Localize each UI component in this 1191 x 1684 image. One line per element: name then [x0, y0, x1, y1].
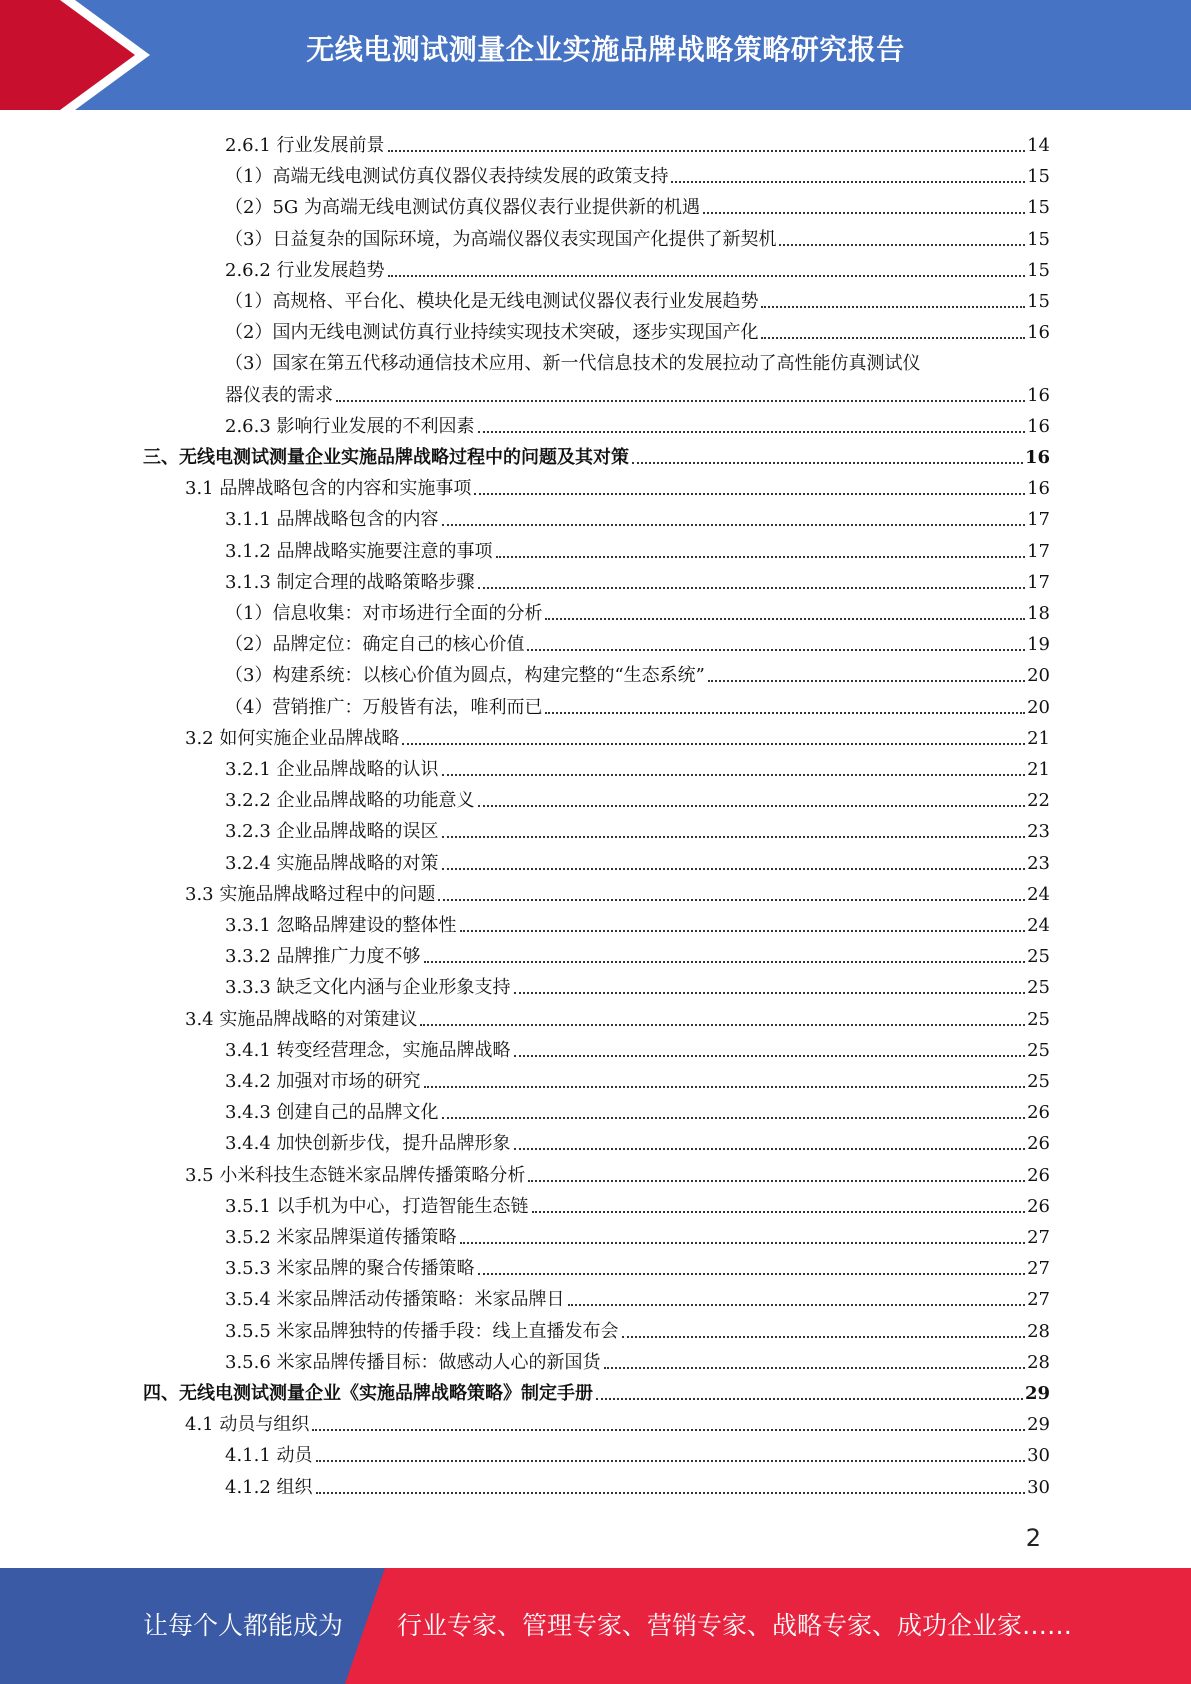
- toc-entry-label: 3.1 品牌战略包含的内容和实施事项: [185, 478, 472, 500]
- toc-dot-leader: [478, 805, 1026, 807]
- toc-entry-label: 3.2.4 实施品牌战略的对策: [225, 852, 439, 874]
- toc-page-number: 20: [1027, 696, 1050, 718]
- toc-subsection[interactable]: [225, 189, 1050, 220]
- toc-dot-leader: [316, 1492, 1026, 1494]
- toc-dot-leader: [388, 275, 1026, 277]
- toc-subsection[interactable]: [225, 1032, 1050, 1063]
- toc-page-number: 15: [1027, 259, 1050, 281]
- toc-subsection[interactable]: [225, 938, 1050, 969]
- toc-subsection[interactable]: [225, 907, 1050, 938]
- toc-section[interactable]: [185, 720, 1050, 751]
- toc-dot-leader: [532, 1211, 1026, 1213]
- toc-subsection[interactable]: [225, 626, 1050, 657]
- toc-page-number: 21: [1027, 727, 1050, 749]
- toc-subsection[interactable]: [225, 1313, 1050, 1344]
- toc-page-number: 26: [1027, 1164, 1050, 1186]
- toc-entry-label: （2）品牌定位：确定自己的核心价值: [225, 634, 525, 656]
- toc-entry-label: （1）高端无线电测试仿真仪器仪表持续发展的政策支持: [225, 166, 669, 188]
- toc-page-number: 15: [1027, 197, 1050, 219]
- toc-dot-leader: [703, 212, 1025, 214]
- toc-dot-leader: [336, 400, 1025, 402]
- toc-entry-label: （3）构建系统：以核心价值为圆点，构建完整的“生态系统”: [225, 665, 705, 687]
- toc-page-number: 16: [1027, 322, 1050, 344]
- toc-dot-leader: [460, 1242, 1026, 1244]
- toc-page-number: 27: [1027, 1227, 1050, 1248]
- toc-page-number: 28: [1027, 1320, 1050, 1342]
- toc-dot-leader: [545, 712, 1025, 714]
- footer-slogan-right: 行业专家、管理专家、营销专家、战略专家、成功企业家……: [397, 1611, 1073, 1640]
- toc-entry-label: （3）日益复杂的国际环境，为高端仪器仪表实现国产化提供了新契机: [225, 228, 777, 250]
- footer-slogan-left: 让每个人都能成为: [143, 1611, 344, 1640]
- toc-subsection[interactable]: [225, 1219, 1050, 1250]
- toc-page-number: 24: [1027, 915, 1050, 936]
- toc-subsection[interactable]: [225, 813, 1050, 844]
- toc-page-number: 25: [1027, 946, 1050, 968]
- toc-subsection[interactable]: [225, 1094, 1050, 1125]
- toc-entry-label: （2）5G 为高端无线电测试仿真仪器仪表行业提供新的机遇: [225, 197, 701, 219]
- toc-page-number: 29: [1027, 1414, 1050, 1436]
- toc-entry-label: 3.5.2 米家品牌渠道传播策略: [225, 1227, 457, 1248]
- toc-dot-leader: [478, 587, 1026, 589]
- toc-section[interactable]: [185, 1157, 1050, 1188]
- toc-dot-leader: [761, 337, 1025, 339]
- toc-chapter[interactable]: [143, 439, 1050, 470]
- toc-subsection[interactable]: [225, 1469, 1050, 1500]
- toc-subsection[interactable]: [225, 1125, 1050, 1156]
- toc-entry-label: 四、无线电测试测量企业《实施品牌战略策略》制定手册: [143, 1383, 593, 1404]
- toc-subsection[interactable]: [225, 1344, 1050, 1375]
- toc-entry-label: 器仪表的需求: [225, 384, 333, 406]
- toc-subsection[interactable]: [225, 782, 1050, 813]
- toc-subsection[interactable]: [225, 283, 1050, 314]
- page-header: [0, 0, 1191, 110]
- toc-page-number: 22: [1027, 790, 1050, 812]
- toc-dot-leader: [761, 306, 1025, 308]
- toc-dot-leader: [438, 899, 1025, 901]
- toc-page-number: 15: [1027, 166, 1050, 188]
- toc-dot-leader: [671, 181, 1025, 183]
- toc-subsection[interactable]: [225, 1281, 1050, 1312]
- toc-entry-label: （2）国内无线电测试仿真行业持续实现技术突破，逐步实现国产化: [225, 322, 759, 344]
- toc-page-number: 26: [1027, 1133, 1050, 1155]
- toc-entry-label: 3.4.2 加强对市场的研究: [225, 1071, 421, 1092]
- toc-page-number: 29: [1024, 1383, 1050, 1404]
- toc-subsection[interactable]: [225, 969, 1050, 1000]
- toc-page-number: 26: [1027, 1195, 1050, 1217]
- toc-dot-leader: [545, 618, 1025, 620]
- toc-page-number: 27: [1027, 1258, 1050, 1280]
- toc-entry-label: 3.5.3 米家品牌的聚合传播策略: [225, 1258, 475, 1280]
- toc-page-number: 24: [1027, 883, 1050, 905]
- toc-subsection[interactable]: [225, 751, 1050, 782]
- toc-dot-leader: [478, 431, 1026, 433]
- toc-section[interactable]: [185, 470, 1050, 501]
- toc-entry-label: 3.1.3 制定合理的战略策略步骤: [225, 571, 475, 593]
- toc-page-number: 17: [1027, 509, 1050, 531]
- toc-dot-leader: [316, 1460, 1026, 1462]
- toc-subsection[interactable]: [225, 1437, 1050, 1468]
- toc-section[interactable]: [185, 1001, 1050, 1032]
- toc-page-number: 18: [1027, 603, 1050, 624]
- toc-page-number: 23: [1027, 821, 1050, 843]
- toc-entry-label: 3.5 小米科技生态链米家品牌传播策略分析: [185, 1164, 526, 1186]
- toc-entry-label: 三、无线电测试测量企业实施品牌战略过程中的问题及其对策: [143, 447, 629, 468]
- toc-subsection[interactable]: [225, 1188, 1050, 1219]
- toc-entry-label: 3.4.4 加快创新步伐，提升品牌形象: [225, 1133, 511, 1155]
- toc-entry-label: （1）信息收集：对市场进行全面的分析: [225, 603, 543, 624]
- toc-entry-label: （1）高规格、平台化、模块化是无线电测试仪器仪表行业发展趋势: [225, 291, 759, 312]
- toc-subsection[interactable]: [225, 158, 1050, 189]
- toc-subsection[interactable]: [225, 221, 1050, 252]
- toc-entry-label: 3.4.1 转变经营理念，实施品牌战略: [225, 1039, 511, 1061]
- toc-dot-leader: [442, 774, 1026, 776]
- toc-subsection[interactable]: [225, 533, 1050, 564]
- toc-entry-label: 3.4 实施品牌战略的对策建议: [185, 1008, 418, 1030]
- toc-entry-label: 3.2 如何实施企业品牌战略: [185, 727, 400, 749]
- toc-entry-label: 2.6.3 影响行业发展的不利因素: [225, 415, 475, 437]
- chevron-arrow-icon: [0, 0, 160, 110]
- toc-entry-label: 3.5.6 米家品牌传播目标：做感动人心的新国货: [225, 1351, 601, 1373]
- toc-subsection[interactable]: [225, 845, 1050, 876]
- report-title: 无线电测试测量企业实施品牌战略策略研究报告: [306, 33, 905, 66]
- toc-dot-leader: [632, 462, 1023, 464]
- toc-page-number: 14: [1027, 135, 1050, 156]
- toc-page-number: 16: [1027, 415, 1050, 437]
- toc-dot-leader: [527, 649, 1025, 651]
- toc-dot-leader: [622, 1336, 1026, 1338]
- toc-dot-leader: [478, 1273, 1026, 1275]
- toc-subsection[interactable]: [225, 657, 1050, 688]
- toc-entry-line[interactable]: （3）国家在第五代移动通信技术应用、新一代信息技术的发展拉动了高性能仿真测试仪: [225, 353, 921, 375]
- toc-page-number: 30: [1027, 1476, 1050, 1498]
- toc-dot-leader: [474, 493, 1025, 495]
- toc-entry-label: 3.1.1 品牌战略包含的内容: [225, 509, 439, 531]
- toc-page-number: 15: [1027, 228, 1050, 250]
- toc-dot-leader: [708, 680, 1025, 682]
- toc-dot-leader: [442, 836, 1026, 838]
- toc-entry-label: 3.2.2 企业品牌战略的功能意义: [225, 790, 475, 812]
- toc-section[interactable]: [185, 876, 1050, 907]
- toc-subsection[interactable]: [225, 689, 1050, 720]
- toc-page-number: 27: [1027, 1289, 1050, 1311]
- toc-dot-leader: [420, 1024, 1025, 1026]
- toc-entry-label: （4）营销推广：万般皆有法，唯利而已: [225, 696, 543, 718]
- toc-page-number: 28: [1027, 1351, 1050, 1373]
- toc-dot-leader: [596, 1398, 1023, 1400]
- toc-page-number: 20: [1027, 665, 1050, 687]
- toc-page-number: 17: [1027, 571, 1050, 593]
- toc-entry-label: 3.2.1 企业品牌战略的认识: [225, 759, 439, 780]
- toc-dot-leader: [514, 992, 1026, 994]
- toc-entry-label: 3.5.5 米家品牌独特的传播手段：线上直播发布会: [225, 1320, 619, 1342]
- toc-subsection[interactable]: [225, 314, 1050, 345]
- toc-page-number: 25: [1027, 1071, 1050, 1092]
- toc-page-number: 16: [1024, 447, 1050, 468]
- toc-page-number: 30: [1027, 1445, 1050, 1467]
- toc-dot-leader: [460, 930, 1026, 932]
- toc-subsection[interactable]: [225, 127, 1050, 158]
- toc-entry-label: 3.4.3 创建自己的品牌文化: [225, 1102, 439, 1124]
- toc-entry-label: 3.3 实施品牌战略过程中的问题: [185, 883, 436, 905]
- toc-dot-leader: [528, 1180, 1025, 1182]
- page-footer: [0, 1568, 1191, 1684]
- toc-dot-leader: [604, 1367, 1026, 1369]
- toc-entry-label: 3.3.2 品牌推广力度不够: [225, 946, 421, 968]
- toc-entry-label: 3.2.3 企业品牌战略的误区: [225, 821, 439, 843]
- toc-entry-label: 3.5.1 以手机为中心，打造智能生态链: [225, 1195, 529, 1217]
- toc-page-number: 19: [1027, 634, 1050, 656]
- toc-page-number: 25: [1027, 1008, 1050, 1030]
- toc-subsection[interactable]: [225, 595, 1050, 626]
- toc-page-number: 25: [1027, 1039, 1050, 1061]
- toc-dot-leader: [514, 1055, 1026, 1057]
- toc-entry-label: 3.3.3 缺乏文化内涵与企业形象支持: [225, 977, 511, 999]
- toc-dot-leader: [779, 244, 1025, 246]
- page-number: 2: [1025, 1524, 1041, 1552]
- toc-entry-label: 4.1 动员与组织: [185, 1414, 310, 1436]
- toc-dot-leader: [514, 1148, 1026, 1150]
- toc-page-number: 26: [1027, 1102, 1050, 1124]
- toc-dot-leader: [442, 524, 1026, 526]
- toc-page-number: 23: [1027, 852, 1050, 874]
- toc-subsection[interactable]: [225, 252, 1050, 283]
- toc-subsection[interactable]: [225, 408, 1050, 439]
- toc-entry-label: 4.1.1 动员: [225, 1445, 313, 1467]
- toc-entry-label: 2.6.2 行业发展趋势: [225, 259, 385, 281]
- toc-entry-label: 4.1.2 组织: [225, 1476, 313, 1498]
- toc-subsection[interactable]: [225, 377, 1050, 408]
- toc-dot-leader: [424, 1086, 1026, 1088]
- toc-dot-leader: [496, 556, 1026, 558]
- toc-entry-label: 3.3.1 忽略品牌建设的整体性: [225, 915, 457, 936]
- toc-dot-leader: [442, 868, 1026, 870]
- toc-section[interactable]: [185, 1406, 1050, 1437]
- toc-dot-leader: [402, 743, 1025, 745]
- toc-page-number: 21: [1027, 759, 1050, 780]
- toc-dot-leader: [568, 1304, 1026, 1306]
- toc-dot-leader: [388, 150, 1026, 152]
- toc-entry-label: 2.6.1 行业发展前景: [225, 135, 385, 156]
- toc-subsection[interactable]: [225, 501, 1050, 532]
- toc-chapter[interactable]: [143, 1375, 1050, 1406]
- toc-page-number: 15: [1027, 291, 1050, 312]
- toc-dot-leader: [442, 1117, 1026, 1119]
- toc-page-number: 16: [1027, 478, 1050, 500]
- toc-subsection[interactable]: [225, 1250, 1050, 1281]
- toc-page-number: 16: [1027, 384, 1050, 406]
- toc-subsection[interactable]: [225, 564, 1050, 595]
- toc-subsection[interactable]: [225, 1063, 1050, 1094]
- toc-dot-leader: [312, 1429, 1025, 1431]
- toc-entry-label: 3.1.2 品牌战略实施要注意的事项: [225, 540, 493, 562]
- toc-page-number: 17: [1027, 540, 1050, 562]
- toc-page-number: 25: [1027, 977, 1050, 999]
- toc-dot-leader: [424, 961, 1026, 963]
- toc-entry-label: 3.5.4 米家品牌活动传播策略：米家品牌日: [225, 1289, 565, 1311]
